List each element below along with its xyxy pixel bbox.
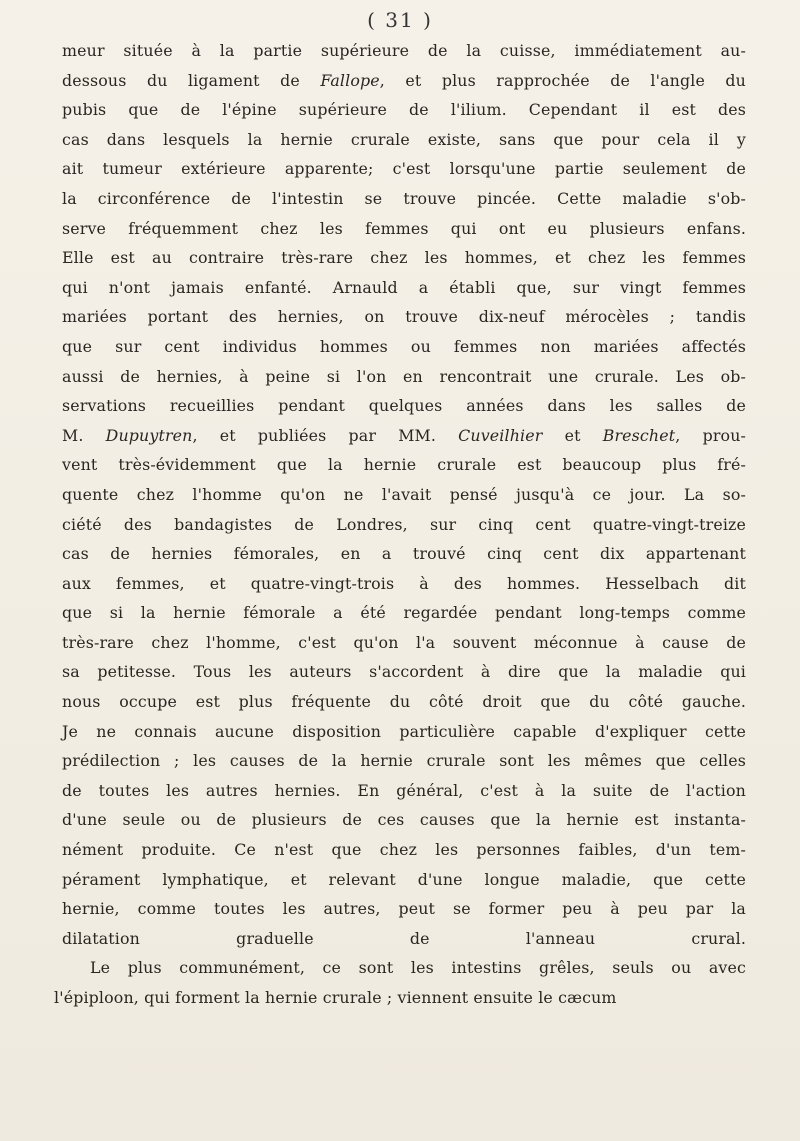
text-line: que sur cent individus hommes ou femmes non mariées affectés <box>62 336 746 356</box>
text-line: Elle est au contraire très-rare chez les hommes, et chez les femmes <box>62 248 746 268</box>
text-line: très-rare chez l'homme, c'est qu'on l'a souvent méconnue à cause de <box>62 632 746 652</box>
text-line: nous occupe est plus fréquente du côté droit que du côté gauche. <box>62 692 746 712</box>
text-line: servations recueillies pendant quelques années dans les salles de <box>62 396 746 416</box>
text-line: ait tumeur extérieure apparente; c'est lorsqu'une partie seulement de <box>62 159 746 179</box>
text-line: que si la hernie fémorale a été regardée pendant long-temps comme <box>62 603 746 623</box>
text-line: M. Dupuytren, et publiées par MM. Cuveilhier et Breschet, prou- <box>62 425 747 445</box>
text-line: aussi de hernies, à peine si l'on en rencontrait une crurale. Les ob- <box>62 366 746 386</box>
text-line: la circonférence de l'intestin se trouve pincée. Cette maladie s'ob- <box>62 188 746 208</box>
text-line: dessous du ligament de Fallope, et plus rapprochée de l'angle du <box>62 70 746 90</box>
text-line: ciété des bandagistes de Londres, sur cinq cent quatre-vingt-treize <box>62 514 746 534</box>
text-line: meur située à la partie supérieure de la cuisse, immédiatement au- <box>62 41 746 60</box>
text-line: de toutes les autres hernies. En général, c'est à la suite de l'action <box>62 780 746 800</box>
page-number: ( 31 ) <box>367 8 433 32</box>
text-line: prédilection ; les causes de la hernie crurale sont les mêmes que celles <box>62 751 746 771</box>
text-line: qui n'ont jamais enfanté. Arnauld a établi que, sur vingt femmes <box>62 277 746 297</box>
text-line: vent très-évidemment que la hernie crurale est beaucoup plus fré- <box>62 455 746 475</box>
text-line: hernie, comme toutes les autres, peut se former peu à peu par la <box>62 899 746 919</box>
text-line: dilatation graduelle de l'anneau crural. <box>62 928 746 948</box>
text-line: pubis que de l'épine supérieure de l'ilium. Cependant il est des <box>62 100 746 120</box>
text-line: sa petitesse. Tous les auteurs s'accordent à dire que la maladie qui <box>62 662 746 682</box>
text-line: l'épiploon, qui forment la hernie crurale ; viennent ensuite le cæcum <box>54 988 617 1007</box>
text-line: serve fréquemment chez les femmes qui ont eu plusieurs enfans. <box>62 218 746 238</box>
text-line: mariées portant des hernies, on trouve dix-neuf mérocèles ; tandis <box>62 307 746 327</box>
text-line: Je ne connais aucune disposition particulière capable d'expliquer cette <box>62 721 746 741</box>
text-line: aux femmes, et quatre-vingt-trois à des hommes. Hesselbach dit <box>62 573 746 593</box>
text-line: pérament lymphatique, et relevant d'une longue maladie, que cette <box>62 869 746 889</box>
text-line: d'une seule ou de plusieurs de ces causes que la hernie est instanta- <box>62 810 746 830</box>
body-text <box>54 36 747 1013</box>
text-line: cas dans lesquels la hernie crurale existe, sans que pour cela il y <box>62 129 746 149</box>
text-line: Le plus communément, ce sont les intestins grêles, seuls ou avec <box>90 958 746 978</box>
text-line: cas de hernies fémorales, en a trouvé cinq cent dix appartenant <box>62 544 746 564</box>
text-line: quente chez l'homme qu'on ne l'avait pensé jusqu'à ce jour. La so- <box>62 484 746 504</box>
text-line: nément produite. Ce n'est que chez les personnes faibles, d'un tem- <box>62 840 746 860</box>
